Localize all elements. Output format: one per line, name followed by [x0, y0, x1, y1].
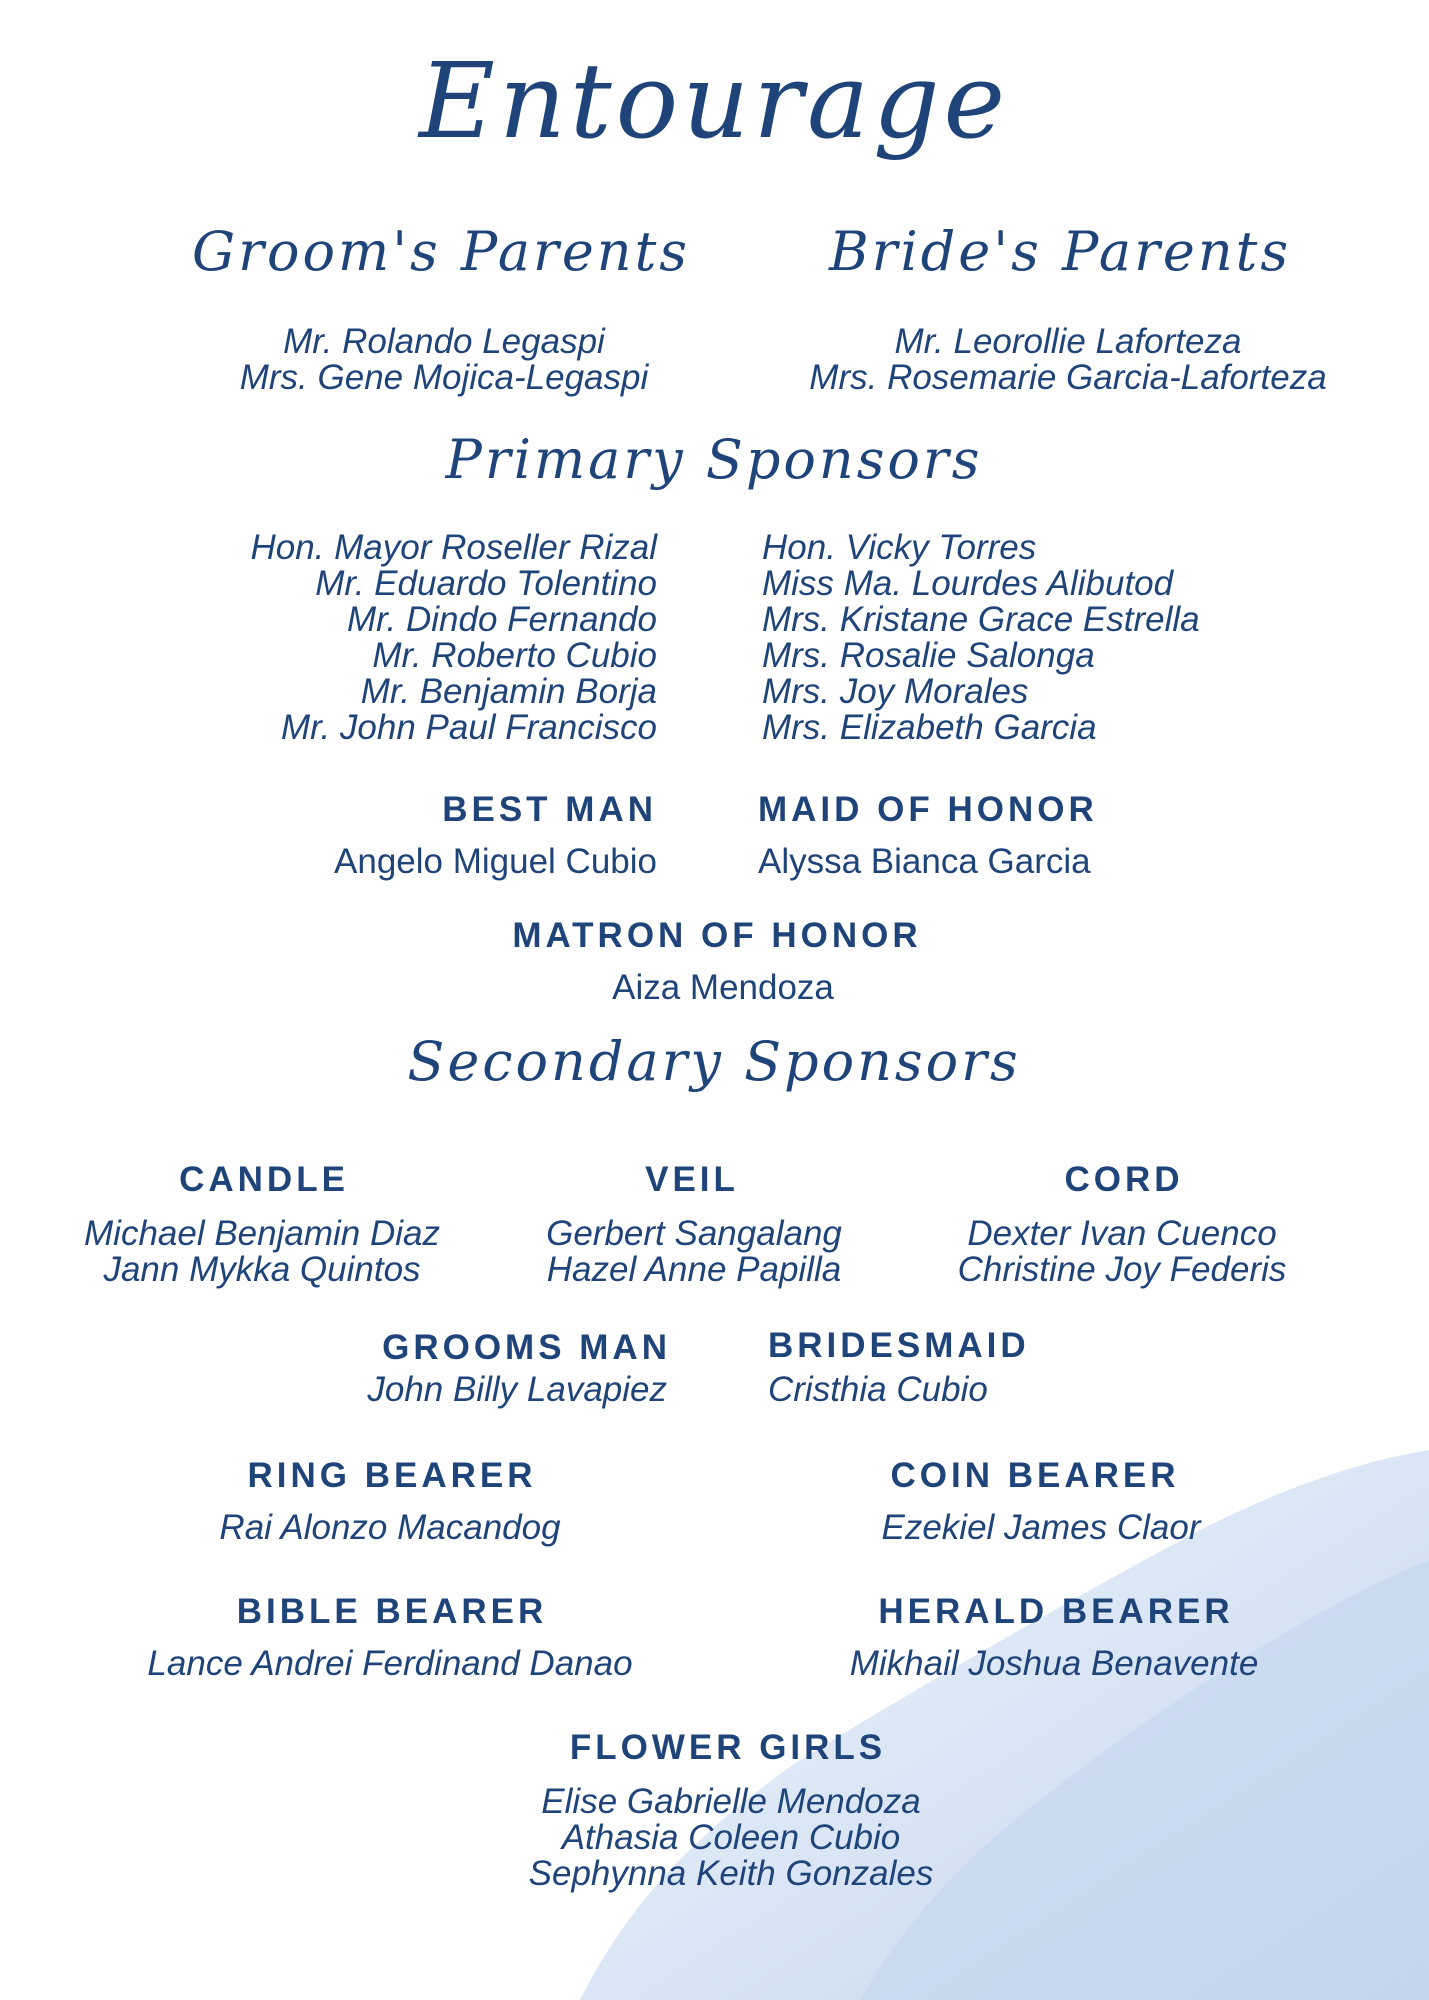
- veil-names: [546, 1216, 842, 1288]
- primary-sponsor: Mr. John Paul Francisco: [280, 708, 657, 747]
- candle-names: [84, 1216, 440, 1288]
- primary-sponsor: Mrs. Rosalie Salonga: [762, 636, 1095, 675]
- candle-role: CANDLE: [179, 1160, 349, 1199]
- primary-sponsor: Mr. Dindo Fernando: [347, 600, 657, 639]
- veil-sponsor: Gerbert Sangalang: [546, 1214, 842, 1253]
- best-man-name: Angelo Miguel Cubio: [334, 842, 657, 881]
- bridesmaid-name: Cristhia Cubio: [768, 1370, 988, 1409]
- bible-bearer-name: Lance Andrei Ferdinand Danao: [147, 1644, 633, 1683]
- matron-of-honor-name: Aiza Mendoza: [612, 968, 834, 1007]
- primary-sponsor: Miss Ma. Lourdes Alibutod: [762, 564, 1174, 603]
- brides-parents-names: [809, 324, 1326, 396]
- herald-bearer-name: Mikhail Joshua Benavente: [849, 1644, 1259, 1683]
- maid-of-honor-name: Alyssa Bianca Garcia: [758, 842, 1091, 881]
- candle-sponsor: Michael Benjamin Diaz: [84, 1214, 440, 1253]
- bridesmaid-role: BRIDESMAID: [768, 1326, 1030, 1365]
- brides-father: Mr. Leorollie Laforteza: [894, 322, 1242, 361]
- matron-of-honor-role: MATRON OF HONOR: [512, 916, 922, 955]
- grooms-man-name: John Billy Lavapiez: [367, 1370, 667, 1409]
- brides-parents-heading: Bride's Parents: [828, 220, 1292, 283]
- flower-girls-names: [529, 1784, 934, 1892]
- cord-role: CORD: [1064, 1160, 1184, 1199]
- veil-sponsor: Hazel Anne Papilla: [546, 1250, 842, 1289]
- primary-sponsor: Mr. Eduardo Tolentino: [315, 564, 657, 603]
- flower-girl: Athasia Coleen Cubio: [561, 1818, 901, 1857]
- primary-sponsors-heading: Primary Sponsors: [445, 428, 983, 491]
- primary-sponsor: Hon. Mayor Roseller Rizal: [250, 528, 657, 567]
- grooms-father: Mr. Rolando Legaspi: [283, 322, 605, 361]
- coin-bearer-role: COIN BEARER: [890, 1456, 1180, 1495]
- maid-of-honor-role: MAID OF HONOR: [758, 790, 1098, 829]
- bible-bearer-role: BIBLE BEARER: [236, 1592, 548, 1631]
- grooms-parents-names: [240, 324, 649, 396]
- primary-sponsor: Mrs. Kristane Grace Estrella: [762, 600, 1200, 639]
- best-man-role: BEST MAN: [442, 790, 657, 829]
- cord-sponsor: Dexter Ivan Cuenco: [967, 1214, 1277, 1253]
- ring-bearer-name: Rai Alonzo Macandog: [219, 1508, 561, 1547]
- grooms-mother: Mrs. Gene Mojica-Legaspi: [239, 358, 649, 397]
- primary-sponsors-left: [250, 530, 657, 746]
- grooms-parents-heading: Groom's Parents: [192, 220, 690, 283]
- primary-sponsor: Mrs. Elizabeth Garcia: [762, 708, 1097, 747]
- cord-names: [958, 1216, 1287, 1288]
- coin-bearer-name: Ezekiel James Claor: [881, 1508, 1201, 1547]
- primary-sponsor: Mr. Roberto Cubio: [372, 636, 657, 675]
- brides-mother: Mrs. Rosemarie Garcia-Laforteza: [809, 358, 1327, 397]
- flower-girls-role: FLOWER GIRLS: [569, 1728, 887, 1767]
- page-title: Entourage: [418, 40, 1010, 162]
- primary-sponsors-right: [762, 530, 1200, 746]
- ring-bearer-role: RING BEARER: [247, 1456, 537, 1495]
- flower-girl: Elise Gabrielle Mendoza: [541, 1782, 921, 1821]
- secondary-sponsors-heading: Secondary Sponsors: [407, 1030, 1021, 1093]
- primary-sponsor: Mrs. Joy Morales: [762, 672, 1029, 711]
- cord-sponsor: Christine Joy Federis: [957, 1250, 1287, 1289]
- primary-sponsor: Mr. Benjamin Borja: [360, 672, 657, 711]
- herald-bearer-role: HERALD BEARER: [878, 1592, 1234, 1631]
- flower-girl: Sephynna Keith Gonzales: [528, 1854, 934, 1893]
- grooms-man-role: GROOMS MAN: [382, 1328, 671, 1367]
- candle-sponsor: Jann Mykka Quintos: [103, 1250, 421, 1289]
- primary-sponsor: Hon. Vicky Torres: [762, 528, 1037, 567]
- veil-role: VEIL: [645, 1160, 739, 1199]
